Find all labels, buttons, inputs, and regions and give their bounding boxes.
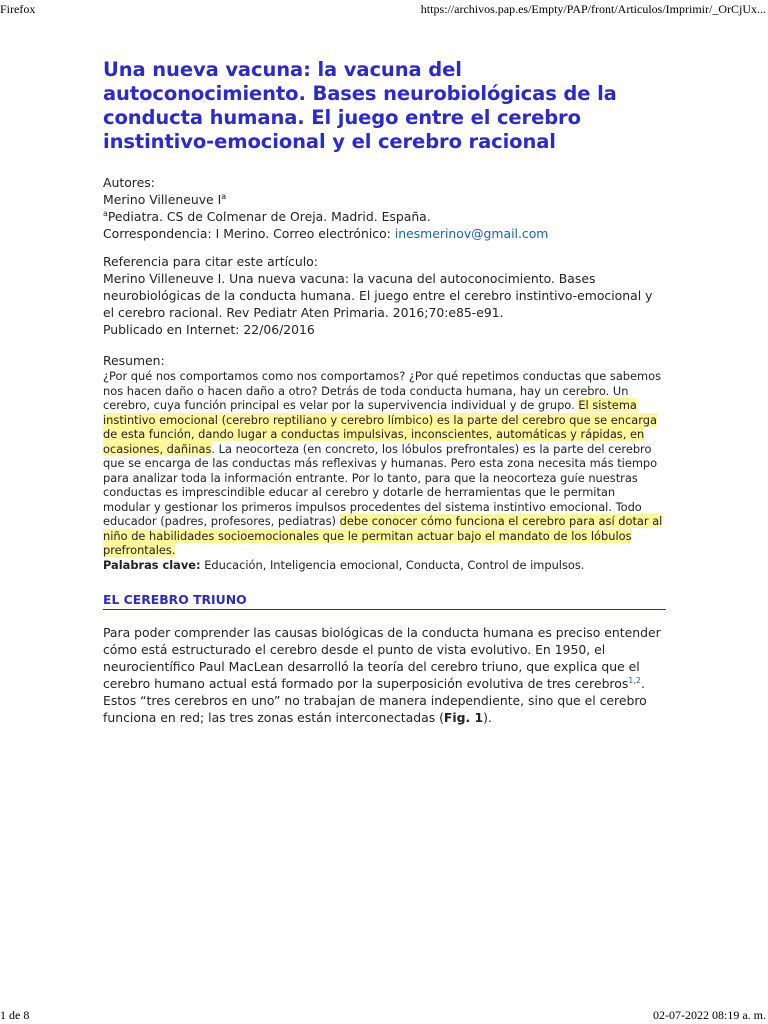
abstract-label: Resumen: <box>103 353 165 368</box>
body-part-3: ). <box>483 710 492 725</box>
correspondence-line <box>103 225 666 242</box>
print-footer <box>0 1006 768 1024</box>
affiliation-text: Pediatra. CS de Colmenar de Oreja. Madrid. España. <box>107 209 431 224</box>
section-body <box>103 624 666 726</box>
author-line <box>103 191 666 208</box>
authors-block <box>103 174 666 242</box>
reference-link[interactable]: 1,2 <box>628 675 642 685</box>
article-title: Una nueva vacuna: la vacuna del autoconocimiento. Bases neurobiológicas de la conducta humana. El juego entre el cerebro instintivo-emocional y el cerebro racional <box>103 58 617 153</box>
affiliation-line <box>103 208 666 225</box>
body-part-1: Para poder comprender las causas biológicas de la conducta humana es preciso entender cómo está estructurado el cerebro desde el punto de vista evolutivo. En 1950, el neurocientífico Paul MacLean desarrolló la teoría del cerebro triuno, que explica que el cerebro humano actual está formado por la superposición evolutiva de tres cerebros <box>103 625 661 691</box>
abstract-highlight-2: debe conocer cómo funciona el cerebro para así dotar al niño de habilidades socioemocionales que le permitan actuar bajo el mandato de los lóbulos prefrontales. <box>103 514 663 557</box>
article-page <box>103 58 666 726</box>
figure-link[interactable]: Fig. 1 <box>443 710 484 725</box>
authors-label: Autores: <box>103 175 155 190</box>
browser-name: Firefox <box>0 2 36 16</box>
keywords-label: Palabras clave: <box>103 557 201 572</box>
published-date: Publicado en Internet: 22/06/2016 <box>103 322 315 337</box>
citation-block <box>103 253 666 338</box>
citation-label: Referencia para citar este artículo: <box>103 254 318 269</box>
correspondence-prefix: Correspondencia: I Merino. Correo electrónico: <box>103 226 395 241</box>
abstract-part-1: ¿Por qué nos comportamos como nos comportamos? ¿Por qué repetimos conductas que sabemos nos hacen daño o hacen daño a otro? Detrás de toda conducta humana, hay un cerebro. Un cerebro, cuya función principal es velar por la supervivencia individual y de grupo. <box>103 369 662 412</box>
page-url: https://archivos.pap.es/Empty/PAP/front/Articulos/Imprimir/_OrCjUx... <box>420 2 766 16</box>
print-header <box>0 0 768 18</box>
affiliation-mark: a <box>103 208 108 218</box>
keywords-line <box>103 558 666 573</box>
abstract-highlight-1: El sistema instintivo emocional (cerebro reptiliano y cerebro límbico) es la parte del cerebro que se encarga de esta función, dando lugar a conductas impulsivas, inconscientes, automáticas y rápidas, en ocasiones, dañinas <box>103 398 657 456</box>
print-datetime: 02-07-2022 08:19 a. m. <box>653 1008 766 1022</box>
page-number: 1 de 8 <box>0 1008 30 1022</box>
abstract-part-2: . La neocorteza (en concreto, los lóbulos prefrontales) es la parte del cerebro que se encarga de las conductas más reflexivas y humanas. Pero esta zona necesita más tiempo para analizar toda la información entrante. Por lo tanto, para que la neocorteza guíe nuestras conductas es imprescindible educar al cerebro y dotarle de herramientas que le permitan modular y gestionar los primeros impulsos procedentes del sistema instintivo emocional. Todo educador (padres, profesores, pediatras) <box>103 441 658 528</box>
author-affiliation-mark: a <box>221 191 227 201</box>
body-part-2: . Estos “tres cerebros en uno” no trabajan de manera independiente, sino que el cerebro funciona en red; las tres zonas están interconectadas ( <box>103 676 647 725</box>
keywords-text: Educación, Inteligencia emocional, Conducta, Control de impulsos. <box>200 557 585 572</box>
citation-text: Merino Villeneuve I. Una nueva vacuna: la vacuna del autoconocimiento. Bases neurobiológicas de la conducta humana. El juego entre el cerebro instintivo-emocional y el cerebro racional. Rev Pediatr Aten Primaria. 2016;70:e85-e91. <box>103 271 653 320</box>
abstract-text <box>103 369 666 558</box>
email-link[interactable]: inesmerinov@gmail.com <box>394 226 549 241</box>
author-name: Merino Villeneuve I <box>103 192 222 207</box>
section-heading: EL CEREBRO TRIUNO <box>103 592 666 610</box>
